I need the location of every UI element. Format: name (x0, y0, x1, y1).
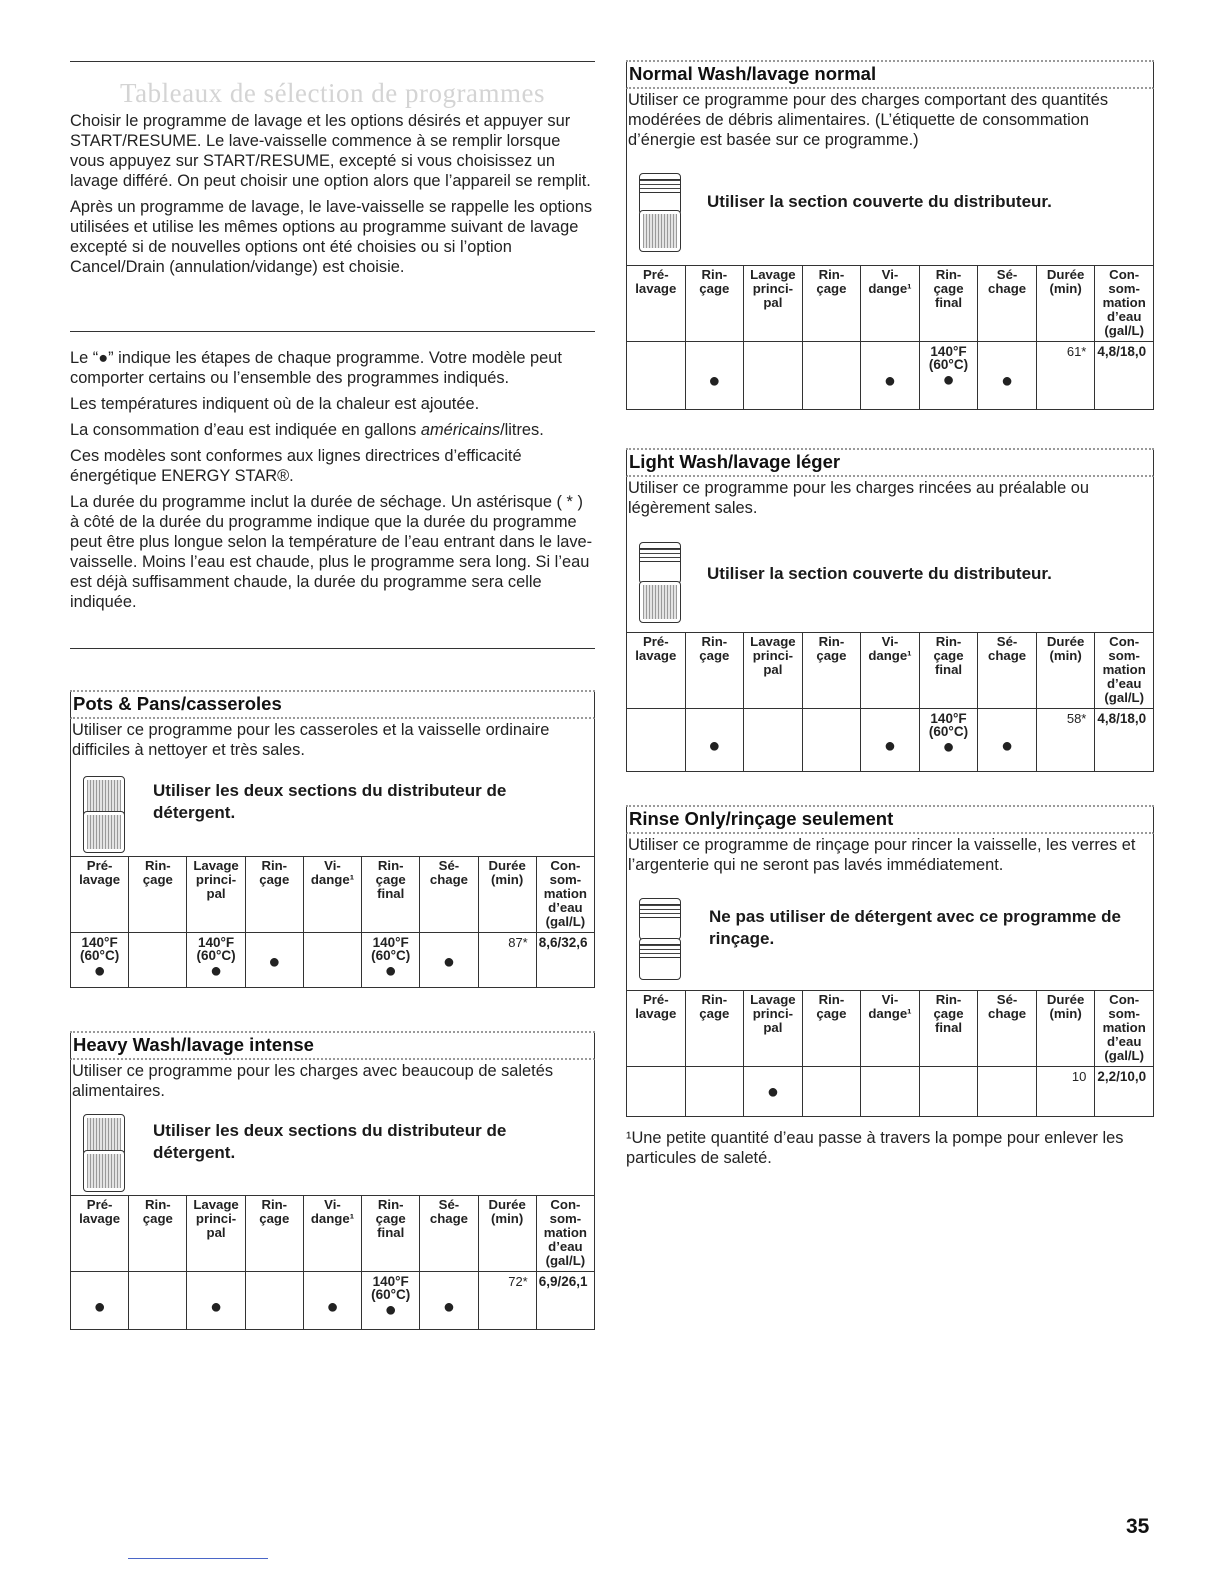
col-header-sechage: Sé- chage (978, 991, 1037, 1067)
detergent-instruction (626, 525, 1154, 632)
step-cell: ● (420, 1272, 478, 1330)
step-cell: 140°F (60°C) ● (71, 933, 129, 988)
step-cell: 140°F (60°C) ● (362, 1272, 420, 1330)
water-cell: 6,9/26,1 (536, 1272, 594, 1330)
detergent-text: Utiliser les deux sections du distributeur de détergent. (153, 781, 507, 822)
divider (70, 331, 595, 332)
col-header-prelavage: Pré- lavage (71, 1196, 129, 1272)
step-cell (245, 1272, 303, 1330)
detergent-instruction (70, 767, 595, 856)
step-cell (685, 1067, 744, 1117)
detergent-empty-icon (639, 542, 681, 584)
legend-note: Le “●” indique les étapes de chaque programme. Votre modèle peut comporter certains ou l’ensemble des programmes indiqués. (70, 349, 562, 387)
step-cell: ● (861, 709, 920, 772)
step-cell: ● (744, 1067, 803, 1117)
water-cell: 4,8/18,0 (1095, 342, 1154, 410)
col-header-duree: Durée (min) (1036, 266, 1095, 342)
col-header-lavage: Lavage princi- pal (744, 633, 803, 709)
intro-paragraph: Choisir le programme de lavage et les options désirés et appuyer sur START/RESUME. Le lave-vaisselle commence à se remplir lorsque vous appuyez sur START/RESUME, excepté si vous choisissez un lavage différé. On peut choisir une option alors que l’appareil se remplit. (70, 112, 591, 190)
step-cell (802, 709, 861, 772)
col-header-lavage: Lavage princi- pal (187, 857, 245, 933)
col-header-consommation: Con- som- mation d’eau (gal/L) (1095, 633, 1154, 709)
program-light-wash (626, 448, 1154, 772)
col-header-duree: Durée (min) (478, 857, 536, 933)
step-cell (627, 709, 686, 772)
detergent-filled-icon (639, 210, 681, 252)
col-header-lavage: Lavage princi- pal (187, 1196, 245, 1272)
step-cell (129, 1272, 187, 1330)
program-table (70, 1195, 595, 1330)
col-header-prelavage: Pré- lavage (627, 633, 686, 709)
program-description: Utiliser ce programme pour des charges comportant des quantités modérées de débris alimentaires. (L’étiquette de consommation d’énergie est basée sur ce programme.) (626, 89, 1154, 157)
program-title: Rinse Only/rinçage seulement (626, 807, 1154, 834)
col-header-rincage-final: Rin- çage final (919, 266, 978, 342)
col-header-prelavage: Pré- lavage (627, 991, 686, 1067)
water-cell: 2,2/10,0 (1095, 1067, 1154, 1117)
left-column (70, 0, 595, 1584)
col-header-rincage-final: Rin- çage final (919, 633, 978, 709)
col-header-consommation: Con- som- mation d’eau (gal/L) (1095, 991, 1154, 1067)
program-table (626, 265, 1154, 410)
bottom-rule (128, 1558, 268, 1559)
step-cell (744, 342, 803, 410)
col-header-rincage: Rin- çage (245, 857, 303, 933)
step-cell (802, 1067, 861, 1117)
temperature-note: Les températures indiquent où de la chaleur est ajoutée. (70, 395, 480, 413)
col-header-rincage: Rin- çage (685, 633, 744, 709)
water-note: La consommation d’eau est indiquée en gallons américains/litres. (70, 421, 544, 439)
duration-cell: 58* (1036, 709, 1095, 772)
step-cell: ● (861, 342, 920, 410)
page-number: 35 (1126, 1515, 1150, 1538)
program-rinse-only (626, 805, 1154, 1117)
col-header-rincage: Rin- çage (802, 633, 861, 709)
step-cell: ● (71, 1272, 129, 1330)
step-cell (802, 342, 861, 410)
footnote: ¹Une petite quantité d’eau passe à travers la pompe pour enlever les particules de saleté. (626, 1129, 1124, 1167)
detergent-instruction (70, 1108, 595, 1195)
col-header-vidange: Vi- dange¹ (303, 1196, 361, 1272)
step-cell: ● (978, 709, 1037, 772)
col-header-rincage: Rin- çage (129, 1196, 187, 1272)
energy-note: Ces modèles sont conformes aux lignes directrices d’efficacité énergétique ENERGY STAR®. (70, 447, 522, 485)
program-heavy-wash (70, 1031, 595, 1330)
step-cell: 140°F (60°C) ● (362, 933, 420, 988)
detergent-text: Ne pas utiliser de détergent avec ce programme de rinçage. (709, 907, 1121, 948)
step-cell: ● (245, 933, 303, 988)
col-header-rincage: Rin- çage (802, 991, 861, 1067)
col-header-rincage-final: Rin- çage final (362, 1196, 420, 1272)
col-header-rincage-final: Rin- çage final (919, 991, 978, 1067)
step-cell (627, 342, 686, 410)
program-table (626, 990, 1154, 1117)
step-cell (303, 933, 361, 988)
duration-note: La durée du programme inclut la durée de séchage. Un astérisque ( * ) à côté de la durée du programme indique que la durée du programme peut être plus longue selon la température de l’eau entrant dans le lave-vaisselle. Moins l’eau est chaude, plus le programme sera long. Si l’eau est déjà suffisamment chaude, la durée du programme sera celle indiquée. (70, 493, 593, 611)
step-cell (861, 1067, 920, 1117)
detergent-instruction (626, 157, 1154, 265)
detergent-filled-icon (83, 811, 125, 853)
col-header-sechage: Sé- chage (978, 633, 1037, 709)
notes-text (70, 348, 595, 618)
col-header-duree: Durée (min) (1036, 991, 1095, 1067)
step-cell (627, 1067, 686, 1117)
col-header-vidange: Vi- dange¹ (861, 991, 920, 1067)
col-header-vidange: Vi- dange¹ (861, 266, 920, 342)
program-title: Normal Wash/lavage normal (626, 62, 1154, 89)
program-description: Utiliser ce programme pour les casseroles et la vaisselle ordinaire difficiles à nettoyer et très sales. (70, 719, 595, 767)
detergent-filled-icon (639, 581, 681, 623)
col-header-sechage: Sé- chage (420, 1196, 478, 1272)
detergent-empty-icon (639, 898, 681, 940)
intro-paragraph: Après un programme de lavage, le lave-vaisselle se rappelle les options utilisées et utilise les mêmes options au programme suivant de lavage excepté si de nouvelles options ont été choisies ou si l’option Cancel/Drain (annulation/vidange) est choisie. (70, 198, 593, 276)
program-description: Utiliser ce programme de rinçage pour rincer la vaisselle, les verres et l’argenterie qui ne seront pas lavés immédiatement. (626, 834, 1154, 882)
program-normal-wash (626, 60, 1154, 410)
col-header-rincage-final: Rin- çage final (362, 857, 420, 933)
step-cell: 140°F (60°C) ● (187, 933, 245, 988)
step-cell: ● (685, 709, 744, 772)
page-title: Tableaux de sélection de programmes (120, 78, 545, 108)
step-cell: ● (978, 342, 1037, 410)
detergent-filled-icon (83, 1150, 125, 1192)
col-header-sechage: Sé- chage (978, 266, 1037, 342)
step-cell (919, 1067, 978, 1117)
program-description: Utiliser ce programme pour les charges avec beaucoup de saletés alimentaires. (70, 1060, 595, 1108)
step-cell: ● (420, 933, 478, 988)
col-header-consommation: Con- som- mation d’eau (gal/L) (536, 857, 594, 933)
col-header-consommation: Con- som- mation d’eau (gal/L) (536, 1196, 594, 1272)
step-cell (129, 933, 187, 988)
detergent-empty-icon (639, 173, 681, 215)
step-cell: ● (685, 342, 744, 410)
col-header-duree: Durée (min) (1036, 633, 1095, 709)
col-header-lavage: Lavage princi- pal (744, 991, 803, 1067)
col-header-prelavage: Pré- lavage (71, 857, 129, 933)
duration-cell: 87* (478, 933, 536, 988)
detergent-instruction (626, 882, 1154, 990)
col-header-sechage: Sé- chage (420, 857, 478, 933)
step-cell (978, 1067, 1037, 1117)
detergent-text: Utiliser la section couverte du distributeur. (707, 564, 1052, 583)
col-header-rincage: Rin- çage (802, 266, 861, 342)
program-title: Heavy Wash/lavage intense (70, 1033, 595, 1060)
col-header-rincage: Rin- çage (129, 857, 187, 933)
duration-cell: 61* (1036, 342, 1095, 410)
program-title: Light Wash/lavage léger (626, 450, 1154, 477)
col-header-prelavage: Pré- lavage (627, 266, 686, 342)
duration-cell: 10 (1036, 1067, 1095, 1117)
program-description: Utiliser ce programme pour les charges rincées au préalable ou légèrement sales. (626, 477, 1154, 525)
water-cell: 8,6/32,6 (536, 933, 594, 988)
top-rule (70, 61, 595, 62)
intro-text (70, 111, 595, 283)
col-header-rincage: Rin- çage (685, 266, 744, 342)
program-title: Pots & Pans/casseroles (70, 692, 595, 719)
col-header-vidange: Vi- dange¹ (861, 633, 920, 709)
step-cell: 140°F (60°C) ● (919, 709, 978, 772)
step-cell: ● (303, 1272, 361, 1330)
step-cell: 140°F (60°C) ● (919, 342, 978, 410)
col-header-duree: Durée (min) (478, 1196, 536, 1272)
right-column (626, 0, 1154, 1584)
col-header-lavage: Lavage princi- pal (744, 266, 803, 342)
detergent-text: Utiliser la section couverte du distributeur. (707, 192, 1052, 211)
step-cell (744, 709, 803, 772)
detergent-empty-icon (639, 938, 681, 980)
col-header-consommation: Con- som- mation d’eau (gal/L) (1095, 266, 1154, 342)
program-table (626, 632, 1154, 772)
water-cell: 4,8/18,0 (1095, 709, 1154, 772)
detergent-text: Utiliser les deux sections du distributeur de détergent. (153, 1121, 507, 1162)
program-pots-pans (70, 690, 595, 988)
program-table (70, 856, 595, 988)
col-header-rincage: Rin- çage (245, 1196, 303, 1272)
step-cell: ● (187, 1272, 245, 1330)
duration-cell: 72* (478, 1272, 536, 1330)
col-header-rincage: Rin- çage (685, 991, 744, 1067)
divider (70, 648, 595, 649)
col-header-vidange: Vi- dange¹ (303, 857, 361, 933)
